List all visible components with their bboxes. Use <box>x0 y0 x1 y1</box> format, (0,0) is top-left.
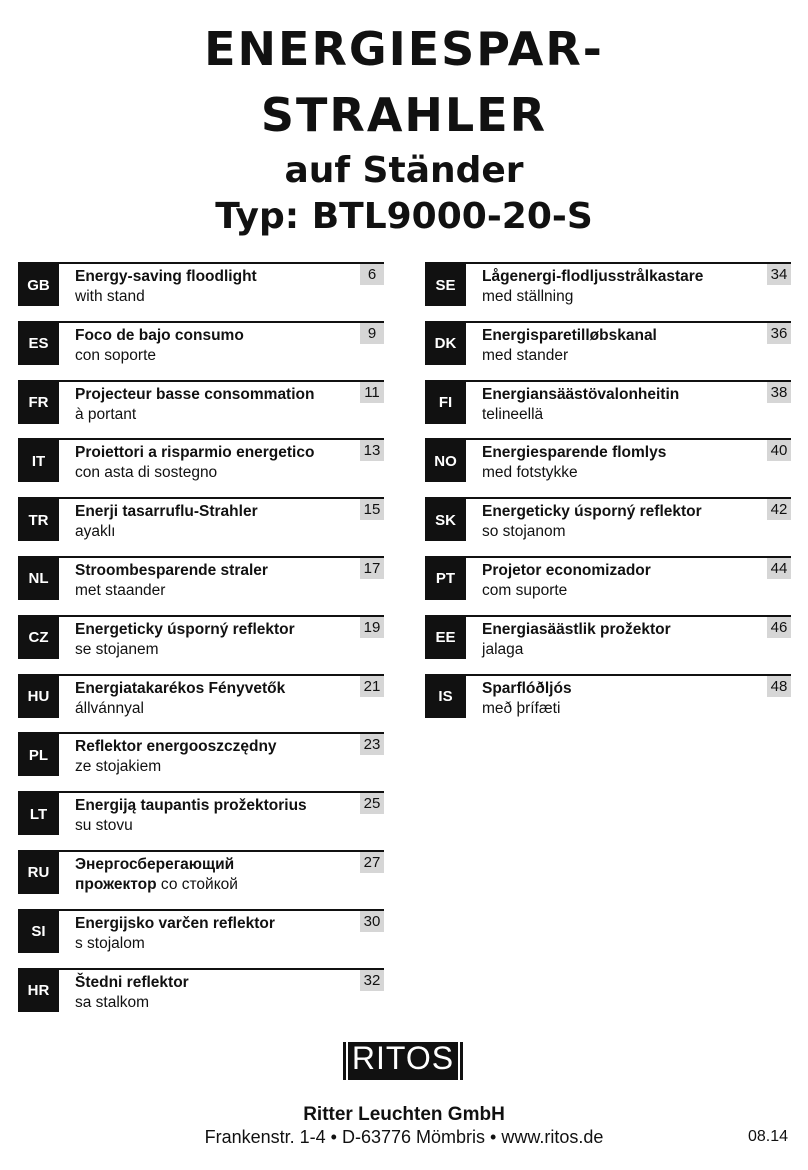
language-entry-text <box>75 914 354 954</box>
page-number: 40 <box>767 440 791 461</box>
language-entry-text <box>482 679 761 719</box>
language-code-badge: GB <box>18 264 59 306</box>
page-number: 27 <box>360 852 384 873</box>
subtitle-line-2: Typ: BTL9000-20-S <box>215 196 593 237</box>
language-code-badge: HU <box>18 676 59 718</box>
entry-subtitle: con soporte <box>75 346 156 364</box>
page-number: 11 <box>360 382 384 403</box>
entry-subtitle-rest: со стойкой <box>156 875 238 893</box>
language-entry-se <box>425 262 791 308</box>
logo-text: RITOS <box>351 1039 455 1076</box>
language-entry-nl <box>18 556 384 602</box>
entry-subtitle: með þrífæti <box>482 699 561 717</box>
language-code-badge: ES <box>18 323 59 365</box>
page-number: 23 <box>360 734 384 755</box>
entry-subtitle: jalaga <box>482 640 524 658</box>
language-code-badge: EE <box>425 617 466 659</box>
title-line-1: ENERGIESPAR- <box>204 22 604 76</box>
entry-title: Lågenergi-flodljusstrålkastare <box>482 268 704 285</box>
entry-subtitle: ayaklı <box>75 523 116 541</box>
language-entry-ee <box>425 615 791 661</box>
company-address: Frankenstr. 1-4 • D-63776 Mömbris • www.ritos.de <box>204 1127 604 1147</box>
company-name: Ritter Leuchten GmbH <box>303 1104 505 1125</box>
language-entry-text <box>75 326 354 366</box>
language-entry-no <box>425 438 791 484</box>
language-entry-hu <box>18 674 384 720</box>
language-entry-cz <box>18 615 384 661</box>
language-entry-text <box>482 620 761 660</box>
entry-title: Foco de bajo consumo <box>75 326 244 344</box>
entry-subtitle: con asta di sostegno <box>75 464 218 482</box>
language-entry-es <box>18 321 384 367</box>
language-entry-is <box>425 674 791 720</box>
language-code-badge: TR <box>18 499 59 541</box>
language-entry-it <box>18 438 384 484</box>
language-entry-lt <box>18 791 384 837</box>
print-date: 08.14 <box>747 1128 788 1145</box>
entry-title: Stroombesparende straler <box>75 561 268 579</box>
entry-title: Štedni reflektor <box>75 973 189 991</box>
entry-subtitle: with stand <box>75 288 145 305</box>
entry-title: Energisparetilløbskanal <box>482 326 657 344</box>
language-entry-text <box>75 679 354 719</box>
language-entry-fi <box>425 380 791 426</box>
entry-title: Energiją taupantis prožektorius <box>75 797 307 815</box>
page-number: 30 <box>360 911 384 932</box>
ritos-logo <box>343 1039 463 1080</box>
entry-subtitle: állvánnyal <box>75 699 144 717</box>
language-entry-text <box>482 385 761 425</box>
page-number: 42 <box>767 499 791 520</box>
page-number: 44 <box>767 558 791 579</box>
language-code-badge: DK <box>425 323 466 365</box>
page-number: 36 <box>767 323 791 344</box>
language-entry-pt <box>425 556 791 602</box>
page-number: 38 <box>767 382 791 403</box>
entry-title: Energiansäästövalonheitin <box>482 385 680 403</box>
entry-title: Projetor economizador <box>482 561 651 579</box>
entry-title: Energiesparende flomlys <box>482 444 667 462</box>
title-line-2: STRAHLER <box>260 88 548 142</box>
language-entry-sk <box>425 497 791 543</box>
entry-subtitle: med ställning <box>482 288 574 305</box>
entry-title: Energeticky úsporný reflektor <box>75 620 295 638</box>
entry-subtitle: s stojalom <box>75 934 145 952</box>
language-list-right <box>425 262 791 732</box>
entry-subtitle: ze stojakiem <box>75 758 162 776</box>
language-entry-fr <box>18 380 384 426</box>
entry-subtitle: med fotstykke <box>482 464 578 482</box>
language-entry-ru <box>18 850 384 896</box>
entry-subtitle: su stovu <box>75 817 133 835</box>
language-entry-gb <box>18 262 384 308</box>
language-entry-text <box>75 796 354 836</box>
language-entry-text <box>75 443 354 483</box>
language-code-badge: HR <box>18 970 59 1012</box>
entry-title: Energy-saving floodlight <box>75 268 257 285</box>
language-entry-pl <box>18 732 384 778</box>
entry-subtitle: à portant <box>75 405 137 423</box>
entry-subtitle: telineellä <box>482 405 544 423</box>
entry-subtitle: com suporte <box>482 581 568 599</box>
page-number: 15 <box>360 499 384 520</box>
language-entry-dk <box>425 321 791 367</box>
language-code-badge: PL <box>18 734 59 776</box>
page-number: 32 <box>360 970 384 991</box>
page-number: 46 <box>767 617 791 638</box>
language-entry-text <box>482 326 761 366</box>
language-code-badge: IT <box>18 440 59 482</box>
entry-subtitle <box>75 875 354 895</box>
language-code-badge: FR <box>18 382 59 424</box>
entry-subtitle-bold: прожектор <box>75 875 157 893</box>
language-entry-text <box>75 620 354 660</box>
language-entry-text <box>482 502 761 542</box>
entry-subtitle: sa stalkom <box>75 993 150 1011</box>
language-code-badge: NO <box>425 440 466 482</box>
page-number: 48 <box>767 676 791 697</box>
language-entry-text <box>75 561 354 601</box>
language-entry-text <box>482 561 761 601</box>
entry-title: Энергосберегающий <box>75 855 235 873</box>
page-number: 34 <box>767 264 791 285</box>
entry-title: Reflektor energooszczędny <box>75 738 277 756</box>
language-entry-si <box>18 909 384 955</box>
entry-subtitle: met staander <box>75 581 166 599</box>
language-entry-text <box>75 973 354 1013</box>
entry-title: Projecteur basse consommation <box>75 385 315 403</box>
entry-title: Energiasäästlik prožektor <box>482 620 671 638</box>
language-code-badge: CZ <box>18 617 59 659</box>
page-number: 25 <box>360 793 384 814</box>
entry-title: Energijsko varčen reflektor <box>75 914 275 932</box>
language-entry-text <box>75 385 354 425</box>
page-number: 21 <box>360 676 384 697</box>
entry-title: Enerji tasarruflu-Strahler <box>75 503 258 521</box>
entry-subtitle: so stojanom <box>482 523 566 541</box>
entry-title: Sparflóðljós <box>482 679 572 697</box>
language-code-badge: FI <box>425 382 466 424</box>
entry-title: Energeticky úsporný reflektor <box>482 503 702 521</box>
language-code-badge: IS <box>425 676 466 718</box>
language-code-badge: SK <box>425 499 466 541</box>
entry-title: Proiettori a risparmio energetico <box>75 444 315 462</box>
language-code-badge: NL <box>18 558 59 600</box>
page-number: 19 <box>360 617 384 638</box>
language-code-badge: SI <box>18 911 59 953</box>
page-number: 9 <box>360 323 384 344</box>
entry-subtitle: med stander <box>482 346 569 364</box>
language-entry-text <box>75 855 354 895</box>
language-code-badge: LT <box>18 793 59 835</box>
language-list-left <box>18 262 384 1026</box>
page-number: 17 <box>360 558 384 579</box>
page-number: 6 <box>360 264 384 285</box>
subtitle-line-1: auf Ständer <box>284 150 524 191</box>
page-number: 13 <box>360 440 384 461</box>
language-entry-text <box>75 502 354 542</box>
language-code-badge: SE <box>425 264 466 306</box>
language-entry-text <box>482 267 761 307</box>
language-entry-text <box>75 267 354 307</box>
language-entry-tr <box>18 497 384 543</box>
language-entry-text <box>75 737 354 777</box>
logo-frame <box>346 1040 460 1083</box>
language-code-badge: RU <box>18 852 59 894</box>
language-entry-hr <box>18 968 384 1014</box>
language-entry-text <box>482 443 761 483</box>
entry-title: Energiatakarékos Fényvetők <box>75 679 286 697</box>
language-code-badge: PT <box>425 558 466 600</box>
entry-subtitle: se stojanem <box>75 640 159 658</box>
